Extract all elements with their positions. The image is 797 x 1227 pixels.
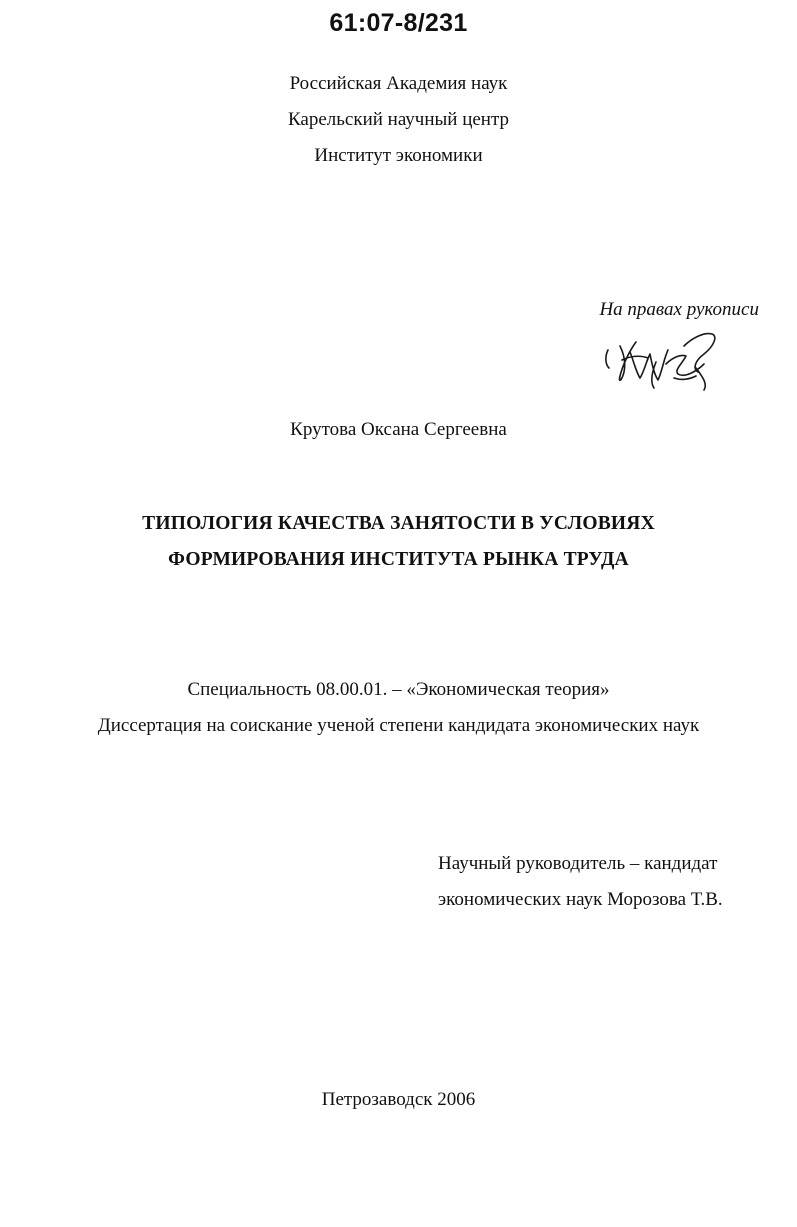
degree-statement: Диссертация на соискание ученой степени кандидата экономических наук [97,715,700,736]
city-year: Петрозаводск 2006 [321,1089,476,1110]
specialty: Специальность 08.00.01. – «Экономическая теория» [187,679,610,700]
institution-center: Карельский научный центр [287,109,510,130]
institution-academy: Российская Академия наук [289,73,508,94]
title-line-2: ФОРМИРОВАНИЯ ИНСТИТУТА РЫНКА ТРУДА [168,549,629,570]
rights-note: На правах рукописи [599,299,759,320]
author-name: Крутова Оксана Сергеевна [290,419,507,440]
handwritten-signature [600,328,730,392]
catalog-number: 61:07-8/231 [329,9,468,37]
institution-institute: Институт экономики [314,145,483,166]
supervisor-line-2: экономических наук Морозова Т.В. [438,889,723,910]
title-line-1: ТИПОЛОГИЯ КАЧЕСТВА ЗАНЯТОСТИ В УСЛОВИЯХ [142,513,655,534]
supervisor-line-1: Научный руководитель – кандидат [438,853,718,874]
